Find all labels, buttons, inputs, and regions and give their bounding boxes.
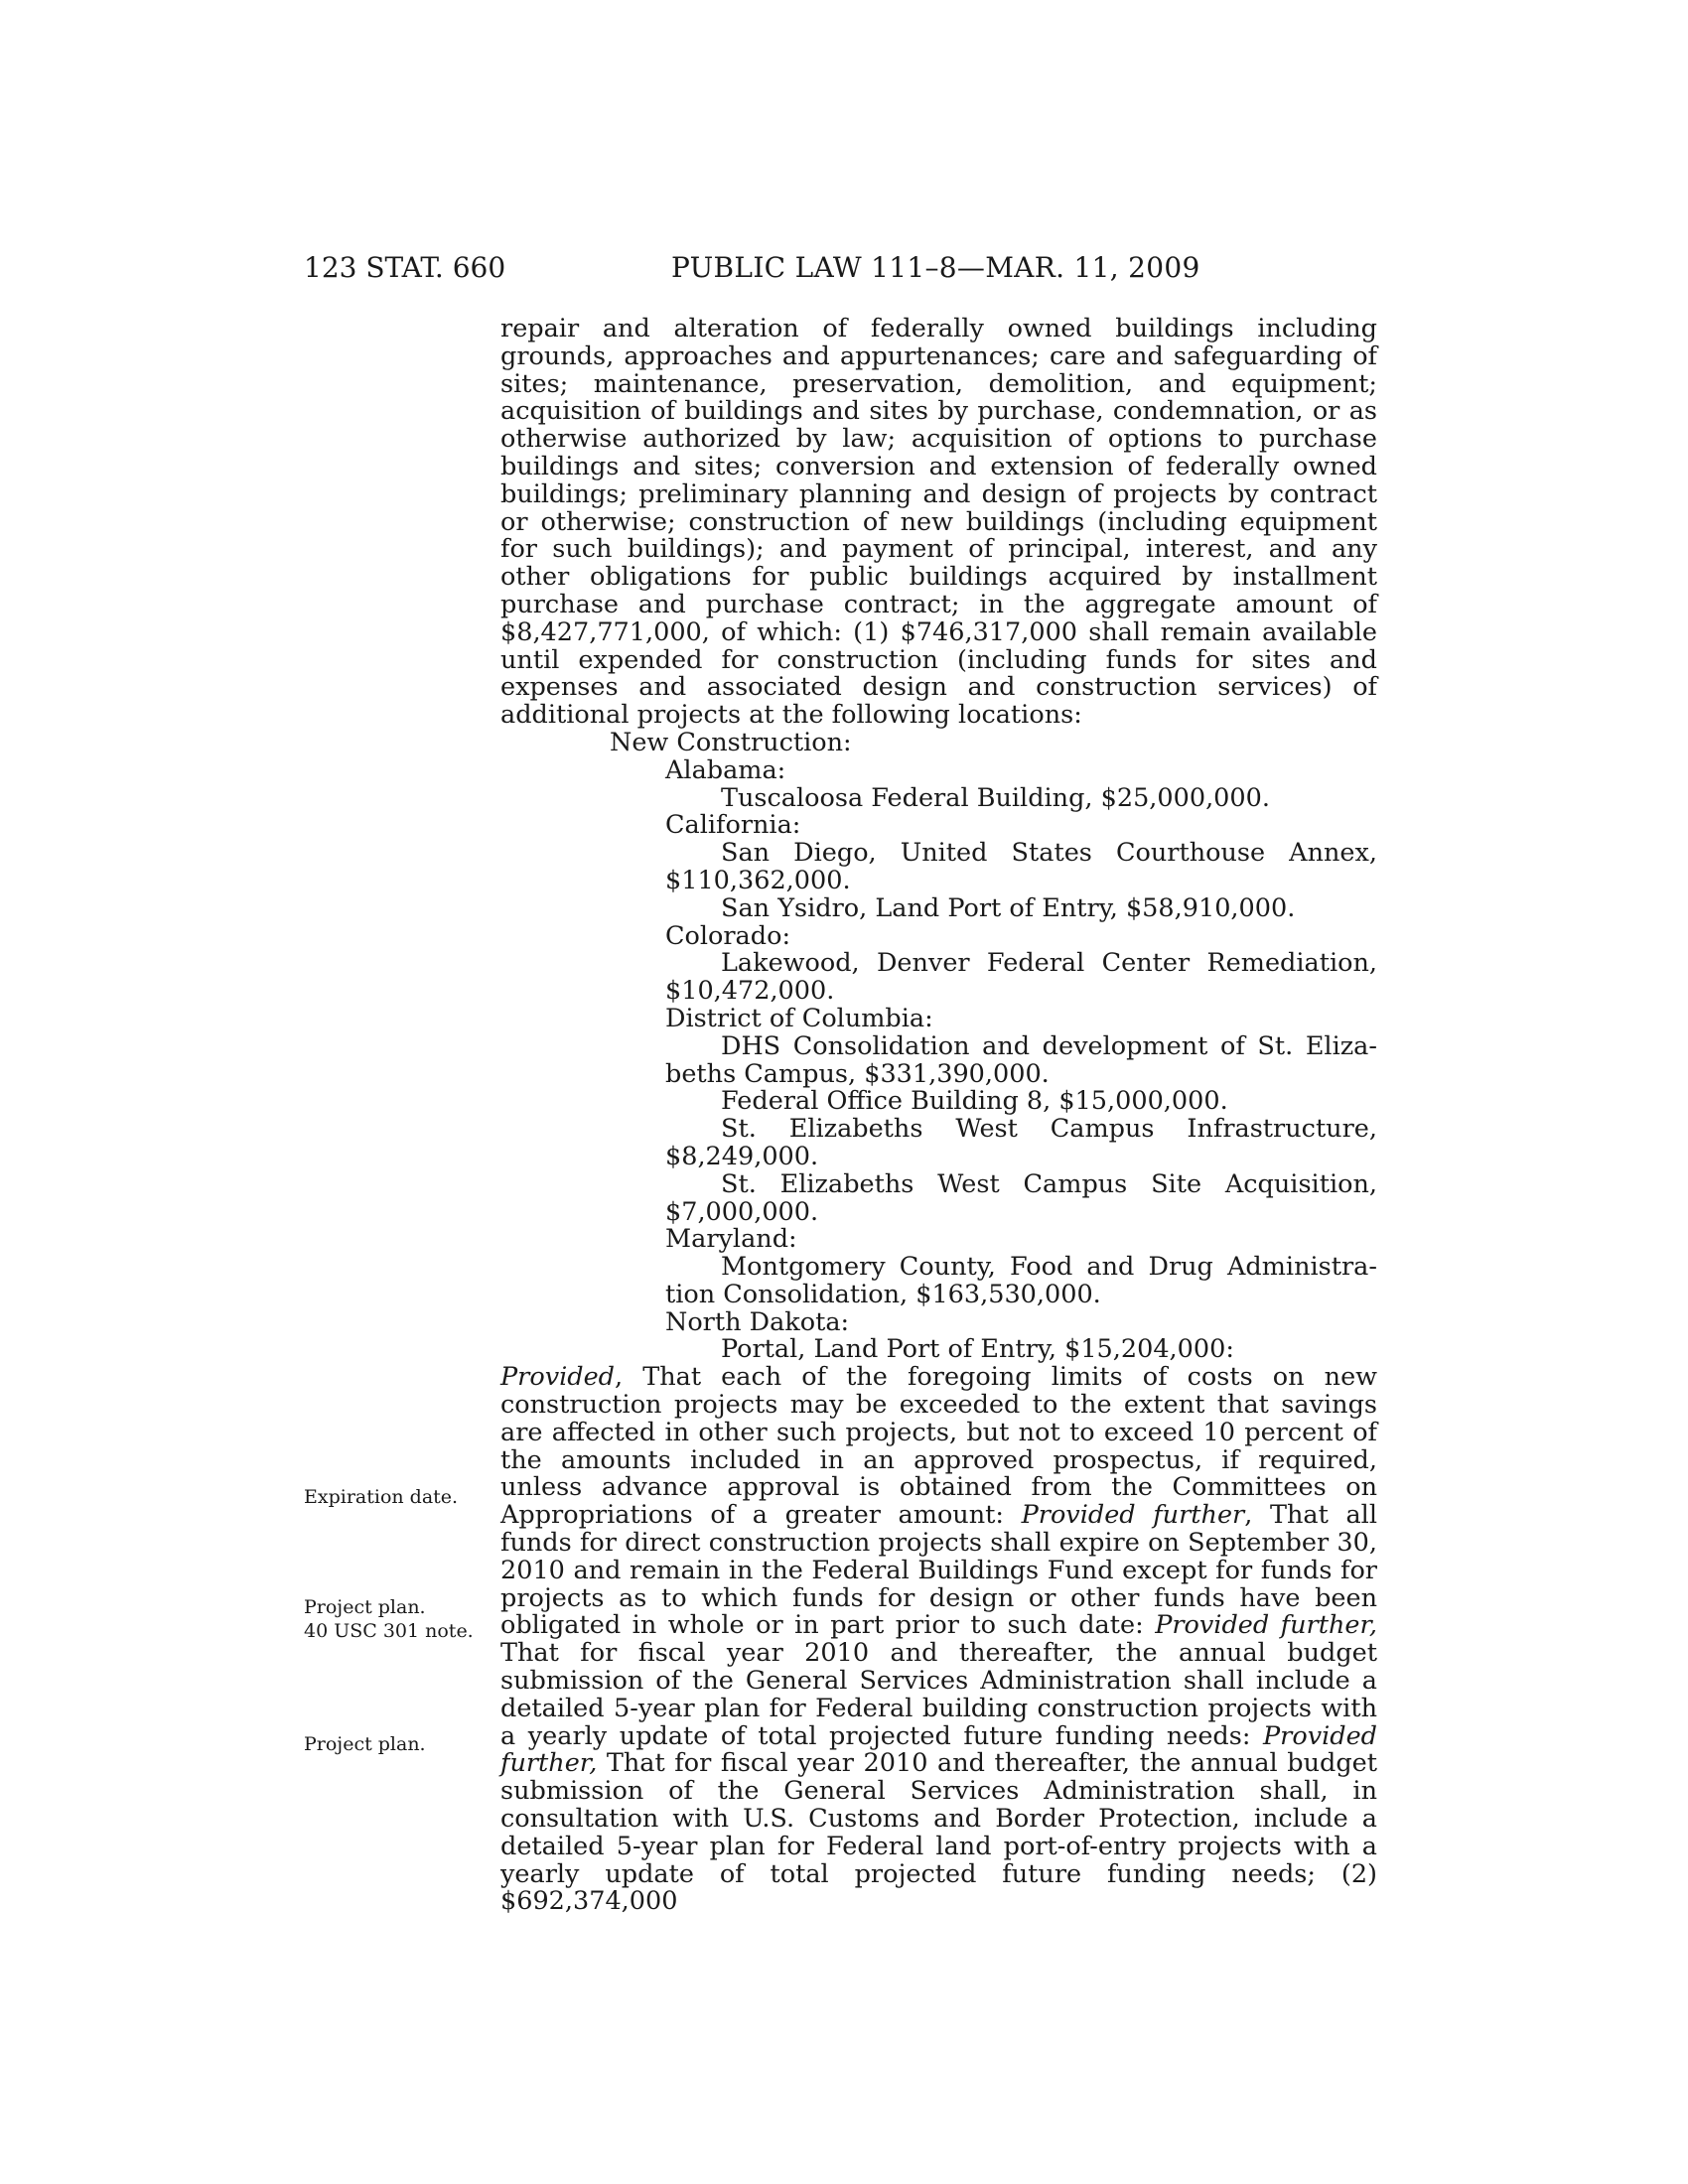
proviso-text: , That all funds for direct construction projects shall expire on September 30, 2010 and remain in the Federal Buildings Fund except for funds for projects as to which funds for design or other funds have been obligated in whole or in part prior to such date: xyxy=(500,1500,1377,1641)
project-text-continued: $7,000,000. xyxy=(665,1196,819,1227)
project-text-continued: beths Campus, $331,390,000. xyxy=(665,1058,1050,1089)
section-heading: New Construction: xyxy=(610,727,852,757)
state-block-district-of-columbia xyxy=(500,1003,1377,1227)
proviso-label: Provided further, xyxy=(500,1720,1377,1779)
proviso-text: That for fiscal year 2010 and thereafter, the annual budget submission of the General Services Administration shall include a detailed 5-year plan for Federal building construction projects with a yearly update of total projected future funding needs: xyxy=(500,1638,1377,1751)
proviso-label: Provided further xyxy=(1021,1500,1245,1531)
project-text: Montgomery County, Food and Drug Administra- xyxy=(721,1252,1377,1283)
project-item xyxy=(500,782,1377,813)
state-name: District of Columbia: xyxy=(665,1003,933,1033)
project-text-continued: tion Consolidation, $163,530,000. xyxy=(665,1279,1101,1309)
project-item xyxy=(500,1254,1377,1309)
project-item xyxy=(500,1116,1377,1171)
proviso-text: That for fiscal year 2010 and thereafter, the annual budget submission of the General Services Administration shall, in consultation with U.S. Customs and Border Protection, include a detailed 5-year plan for Federal land port-of-entry projects with a yearly update of total projected future funding needs; (2) $692,374,000 xyxy=(500,1748,1377,1917)
project-text: Tuscaloosa Federal Building, $25,000,000. xyxy=(721,782,1270,813)
margin-note-expiration: Expiration date. xyxy=(304,1486,459,1508)
proviso-label: Provided further, xyxy=(1155,1610,1377,1641)
proviso-label: Provided xyxy=(500,1362,615,1393)
running-title: PUBLIC LAW 111–8—MAR. 11, 2009 xyxy=(671,251,1200,284)
state-block-maryland xyxy=(500,1226,1377,1308)
project-text: DHS Consolidation and development of St. Eliza- xyxy=(721,1030,1377,1061)
project-text: Lakewood, Denver Federal Center Remediation, xyxy=(721,948,1377,979)
margin-note-usc-reference: 40 USC 301 note. xyxy=(304,1620,474,1642)
state-name: California: xyxy=(665,810,801,841)
state-name: North Dakota: xyxy=(665,1306,850,1337)
proviso-text: , That each of the foregoing limits of costs on new construction projects may be exceeded to the extent that savings are affected in other such projects, but not to exceed 10 percent of the amounts included in an approved prospectus, if required, unless advance approval is obtained from the Committees on Appropriations of a greater amount: xyxy=(500,1362,1377,1531)
state-block-north-dakota xyxy=(500,1306,1377,1365)
project-item xyxy=(500,1030,1377,1089)
project-text: St. Elizabeths West Campus Infrastructure, xyxy=(721,1114,1377,1145)
state-name: Maryland: xyxy=(665,1224,797,1255)
project-item xyxy=(500,1168,1377,1227)
state-name: Colorado: xyxy=(665,920,791,951)
state-block-colorado xyxy=(500,920,1377,1007)
project-item xyxy=(500,950,1377,1006)
project-text: San Diego, United States Courthouse Annex, xyxy=(721,838,1377,869)
state-block-california xyxy=(500,812,1377,922)
project-text: Federal Office Building 8, $15,000,000. xyxy=(721,1086,1228,1117)
intro-paragraph: repair and alteration of federally owned buildings including grounds, approaches and appurtenances; care and safeguarding of sites; maintenance, preservation, demolition, and equipment; acquisition of buildings and sites by purchase, condemnation, or as otherwise authorized by law; acquisition of options to purchase buildings and sites; conversion and extension of federally owned buildings; preliminary planning and design of projects by contract or otherwise; construction of new buildings (including equipment for such buildings); and payment of principal, interest, and any other obligations for public buildings acquired by installment purchase and purchase contract; in the aggregate amount of $8,427,771,000, of which: (1) $746,317,000 shall remain available until expended for construction (including funds for sites and expenses and associated design and construction services) of additional projects at the following locations: xyxy=(500,314,1377,731)
project-text: San Ysidro, Land Port of Entry, $58,910,000. xyxy=(721,892,1296,923)
project-text-continued: $10,472,000. xyxy=(665,976,835,1007)
state-name: Alabama: xyxy=(665,754,786,785)
margin-note-project-plan-2: Project plan. xyxy=(304,1733,426,1755)
project-text: Portal, Land Port of Entry, $15,204,000: xyxy=(721,1334,1234,1365)
statute-body xyxy=(500,316,1377,1916)
stat-page-number: 123 STAT. 660 xyxy=(304,251,506,284)
project-item xyxy=(500,1336,1377,1364)
project-text-continued: $110,362,000. xyxy=(665,865,851,895)
proviso-paragraph xyxy=(500,1364,1377,1916)
page-header xyxy=(0,248,1688,288)
project-item xyxy=(500,892,1377,923)
project-text: St. Elizabeths West Campus Site Acquisition, xyxy=(721,1168,1377,1199)
state-block-alabama xyxy=(500,754,1377,813)
margin-note-project-plan: Project plan. xyxy=(304,1596,426,1618)
project-text-continued: $8,249,000. xyxy=(665,1141,819,1171)
project-item xyxy=(500,840,1377,895)
project-item xyxy=(500,1088,1377,1116)
